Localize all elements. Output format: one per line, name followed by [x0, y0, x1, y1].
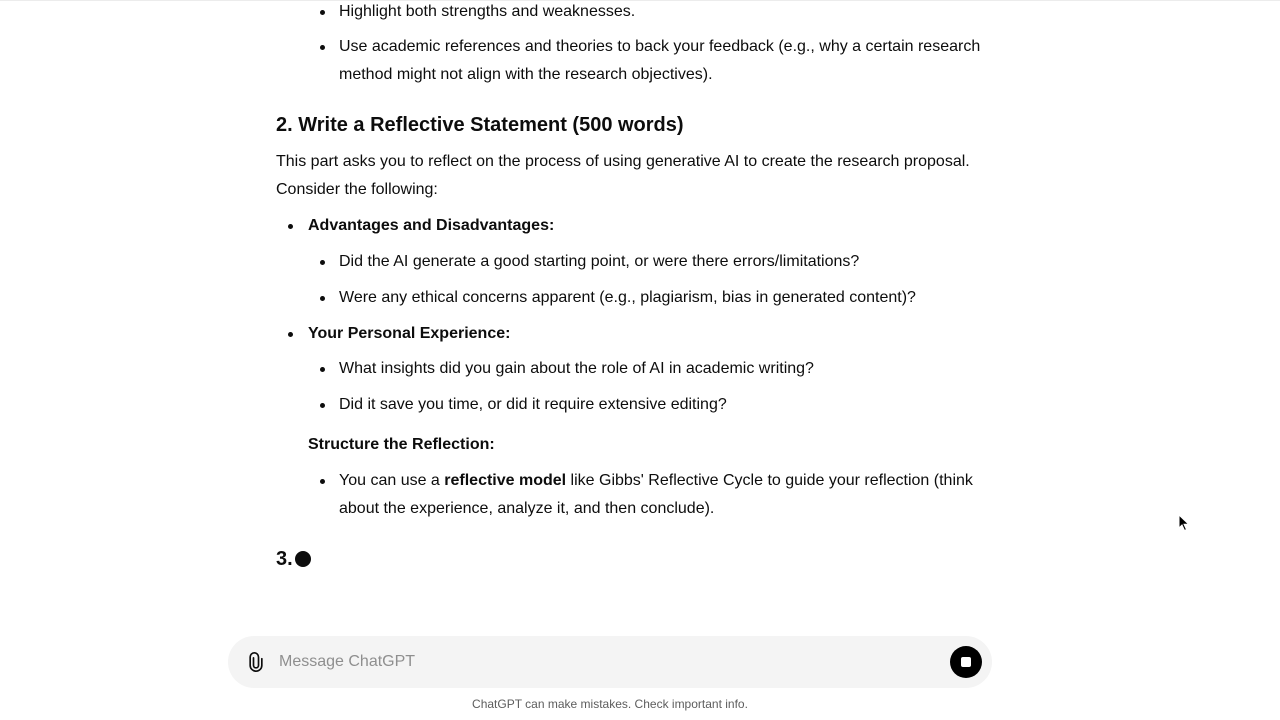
streaming-heading-prefix: 3. [276, 548, 293, 570]
streaming-line [276, 545, 311, 573]
composer [228, 636, 992, 688]
message-input[interactable] [279, 649, 919, 675]
group-label: Advantages and Disadvantages: [276, 212, 996, 240]
list-item: Highlight both strengths and weaknesses. [276, 0, 996, 26]
structure-label: Structure the Reflection: [308, 436, 495, 453]
list-item-bold-term: reflective model [444, 472, 567, 489]
paperclip-icon [246, 652, 266, 672]
list-item-text-end: like Gibbs' Reflective Cycle to guide your reflection (think about the experience, analyze it, and then conclude). [339, 472, 973, 517]
section-intro: This part asks you to reflect on the process of using generative AI to create the research proposal. Consider the following: [276, 153, 970, 198]
stop-generating-button[interactable] [950, 646, 982, 678]
streaming-cursor-icon [295, 551, 311, 567]
group-label: Your Personal Experience: [276, 320, 996, 348]
list-item [276, 467, 996, 523]
list-item: Were any ethical concerns apparent (e.g., plagiarism, bias in generated content)? [276, 284, 996, 312]
list-item: Did it save you time, or did it require extensive editing? [276, 391, 996, 419]
list-item: Did the AI generate a good starting point, or were there errors/limitations? [276, 248, 996, 276]
list-item-text-start: You can use a [339, 472, 445, 489]
stop-icon [961, 657, 971, 667]
section-heading: 2. Write a Reflective Statement (500 words) [276, 114, 684, 136]
disclaimer-text: ChatGPT can make mistakes. Check important info. [472, 697, 748, 711]
list-item: Use academic references and theories to back your feedback (e.g., why a certain research method might not align with the research objectives). [276, 33, 996, 89]
list-item: What insights did you gain about the role of AI in academic writing? [276, 355, 996, 383]
attach-button[interactable] [244, 650, 268, 674]
mouse-pointer-icon [1178, 514, 1190, 532]
